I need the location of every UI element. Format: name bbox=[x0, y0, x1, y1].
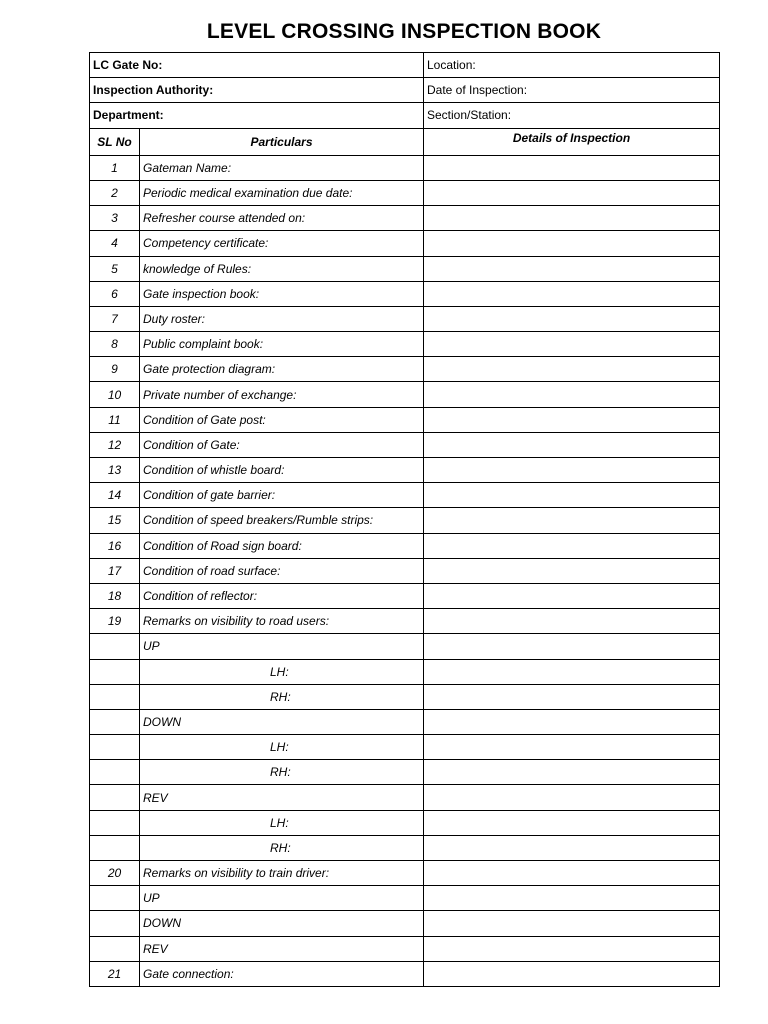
sl-no-cell bbox=[90, 634, 140, 659]
details-cell[interactable] bbox=[424, 961, 720, 986]
particulars-cell: Private number of exchange: bbox=[140, 382, 424, 407]
details-cell[interactable] bbox=[424, 659, 720, 684]
table-row bbox=[90, 180, 720, 205]
particulars-cell: Condition of whistle board: bbox=[140, 458, 424, 483]
particulars-cell: RH: bbox=[140, 684, 424, 709]
table-row bbox=[90, 458, 720, 483]
details-cell[interactable] bbox=[424, 357, 720, 382]
details-cell[interactable] bbox=[424, 835, 720, 860]
particulars-cell: Condition of Gate post: bbox=[140, 407, 424, 432]
particulars-cell: Gateman Name: bbox=[140, 155, 424, 180]
details-cell[interactable] bbox=[424, 911, 720, 936]
particulars-cell: Condition of speed breakers/Rumble strips: bbox=[140, 508, 424, 533]
sl-no-cell: 7 bbox=[90, 306, 140, 331]
table-row bbox=[90, 357, 720, 382]
table-row bbox=[90, 810, 720, 835]
particulars-header: Particulars bbox=[140, 128, 424, 155]
particulars-cell: Condition of road surface: bbox=[140, 558, 424, 583]
details-cell[interactable] bbox=[424, 760, 720, 785]
particulars-cell: Remarks on visibility to train driver: bbox=[140, 861, 424, 886]
details-cell[interactable] bbox=[424, 533, 720, 558]
details-cell[interactable] bbox=[424, 483, 720, 508]
particulars-cell: Periodic medical examination due date: bbox=[140, 180, 424, 205]
particulars-cell: REV bbox=[140, 785, 424, 810]
details-cell[interactable] bbox=[424, 306, 720, 331]
details-cell[interactable] bbox=[424, 458, 720, 483]
department-label: Department: bbox=[90, 103, 424, 128]
table-row bbox=[90, 634, 720, 659]
table-row bbox=[90, 609, 720, 634]
table-row bbox=[90, 659, 720, 684]
particulars-cell: Condition of gate barrier: bbox=[140, 483, 424, 508]
details-cell[interactable] bbox=[424, 508, 720, 533]
header-row bbox=[90, 103, 720, 128]
table-row bbox=[90, 583, 720, 608]
details-cell[interactable] bbox=[424, 256, 720, 281]
table-row bbox=[90, 332, 720, 357]
details-cell[interactable] bbox=[424, 180, 720, 205]
particulars-cell: LH: bbox=[140, 735, 424, 760]
particulars-cell: Duty roster: bbox=[140, 306, 424, 331]
sl-no-cell: 11 bbox=[90, 407, 140, 432]
details-cell[interactable] bbox=[424, 407, 720, 432]
sl-no-cell bbox=[90, 835, 140, 860]
particulars-cell: LH: bbox=[140, 659, 424, 684]
sl-no-cell bbox=[90, 760, 140, 785]
column-header-row bbox=[90, 128, 720, 155]
lc-gate-no-label: LC Gate No: bbox=[90, 53, 424, 78]
table-row bbox=[90, 835, 720, 860]
sl-no-cell: 20 bbox=[90, 861, 140, 886]
inspection-authority-label: Inspection Authority: bbox=[90, 78, 424, 103]
details-cell[interactable] bbox=[424, 432, 720, 457]
sl-no-cell: 15 bbox=[90, 508, 140, 533]
particulars-cell: LH: bbox=[140, 810, 424, 835]
table-row bbox=[90, 155, 720, 180]
details-cell[interactable] bbox=[424, 332, 720, 357]
sl-no-cell: 14 bbox=[90, 483, 140, 508]
details-cell[interactable] bbox=[424, 558, 720, 583]
table-row bbox=[90, 760, 720, 785]
sl-no-cell bbox=[90, 936, 140, 961]
table-row bbox=[90, 508, 720, 533]
table-row bbox=[90, 735, 720, 760]
particulars-cell: Refresher course attended on: bbox=[140, 206, 424, 231]
particulars-cell: REV bbox=[140, 936, 424, 961]
inspection-rows bbox=[90, 155, 720, 986]
table-row bbox=[90, 709, 720, 734]
table-row bbox=[90, 382, 720, 407]
sl-no-cell: 18 bbox=[90, 583, 140, 608]
table-row bbox=[90, 533, 720, 558]
sl-no-cell bbox=[90, 659, 140, 684]
sl-no-cell bbox=[90, 886, 140, 911]
sl-no-cell: 2 bbox=[90, 180, 140, 205]
particulars-cell: knowledge of Rules: bbox=[140, 256, 424, 281]
details-header: Details of Inspection bbox=[424, 128, 720, 155]
header-row bbox=[90, 78, 720, 103]
sl-no-cell: 19 bbox=[90, 609, 140, 634]
particulars-cell: Remarks on visibility to road users: bbox=[140, 609, 424, 634]
sl-no-cell: 4 bbox=[90, 231, 140, 256]
details-cell[interactable] bbox=[424, 709, 720, 734]
table-row bbox=[90, 936, 720, 961]
table-row bbox=[90, 407, 720, 432]
sl-no-cell: 1 bbox=[90, 155, 140, 180]
particulars-cell: UP bbox=[140, 634, 424, 659]
details-cell[interactable] bbox=[424, 634, 720, 659]
sl-no-cell bbox=[90, 735, 140, 760]
details-cell[interactable] bbox=[424, 281, 720, 306]
table-row bbox=[90, 558, 720, 583]
table-row bbox=[90, 306, 720, 331]
sl-no-cell bbox=[90, 709, 140, 734]
sl-no-cell: 21 bbox=[90, 961, 140, 986]
details-cell[interactable] bbox=[424, 810, 720, 835]
table-row bbox=[90, 861, 720, 886]
section-station-label: Section/Station: bbox=[424, 103, 720, 128]
sl-no-header: SL No bbox=[90, 128, 140, 155]
sl-no-cell: 3 bbox=[90, 206, 140, 231]
header-row bbox=[90, 53, 720, 78]
particulars-cell: Competency certificate: bbox=[140, 231, 424, 256]
particulars-cell: Condition of Road sign board: bbox=[140, 533, 424, 558]
particulars-cell: Gate connection: bbox=[140, 961, 424, 986]
table-row bbox=[90, 281, 720, 306]
sl-no-cell: 9 bbox=[90, 357, 140, 382]
particulars-cell: Gate inspection book: bbox=[140, 281, 424, 306]
table-row bbox=[90, 206, 720, 231]
sl-no-cell: 17 bbox=[90, 558, 140, 583]
particulars-cell: Public complaint book: bbox=[140, 332, 424, 357]
details-cell[interactable] bbox=[424, 155, 720, 180]
table-row bbox=[90, 911, 720, 936]
details-cell[interactable] bbox=[424, 735, 720, 760]
table-row bbox=[90, 231, 720, 256]
table-row bbox=[90, 432, 720, 457]
sl-no-cell bbox=[90, 785, 140, 810]
details-cell[interactable] bbox=[424, 583, 720, 608]
table-row bbox=[90, 961, 720, 986]
details-cell[interactable] bbox=[424, 886, 720, 911]
details-cell[interactable] bbox=[424, 206, 720, 231]
details-cell[interactable] bbox=[424, 861, 720, 886]
particulars-cell: UP bbox=[140, 886, 424, 911]
details-cell[interactable] bbox=[424, 936, 720, 961]
details-cell[interactable] bbox=[424, 684, 720, 709]
table-row bbox=[90, 886, 720, 911]
date-of-inspection-label: Date of Inspection: bbox=[424, 78, 720, 103]
table-row bbox=[90, 684, 720, 709]
sl-no-cell bbox=[90, 911, 140, 936]
details-cell[interactable] bbox=[424, 382, 720, 407]
table-row bbox=[90, 483, 720, 508]
sl-no-cell bbox=[90, 684, 140, 709]
sl-no-cell: 12 bbox=[90, 432, 140, 457]
details-cell[interactable] bbox=[424, 785, 720, 810]
inspection-table bbox=[89, 52, 720, 987]
sl-no-cell: 5 bbox=[90, 256, 140, 281]
location-label: Location: bbox=[424, 53, 720, 78]
particulars-cell: RH: bbox=[140, 760, 424, 785]
sl-no-cell: 10 bbox=[90, 382, 140, 407]
particulars-cell: Condition of Gate: bbox=[140, 432, 424, 457]
particulars-cell: Gate protection diagram: bbox=[140, 357, 424, 382]
particulars-cell: RH: bbox=[140, 835, 424, 860]
particulars-cell: DOWN bbox=[140, 709, 424, 734]
sl-no-cell: 6 bbox=[90, 281, 140, 306]
page-title: LEVEL CROSSING INSPECTION BOOK bbox=[206, 20, 602, 43]
table-row bbox=[90, 785, 720, 810]
particulars-cell: DOWN bbox=[140, 911, 424, 936]
sl-no-cell: 13 bbox=[90, 458, 140, 483]
details-cell[interactable] bbox=[424, 231, 720, 256]
sl-no-cell bbox=[90, 810, 140, 835]
particulars-cell: Condition of reflector: bbox=[140, 583, 424, 608]
sl-no-cell: 16 bbox=[90, 533, 140, 558]
details-cell[interactable] bbox=[424, 609, 720, 634]
table-row bbox=[90, 256, 720, 281]
sl-no-cell: 8 bbox=[90, 332, 140, 357]
